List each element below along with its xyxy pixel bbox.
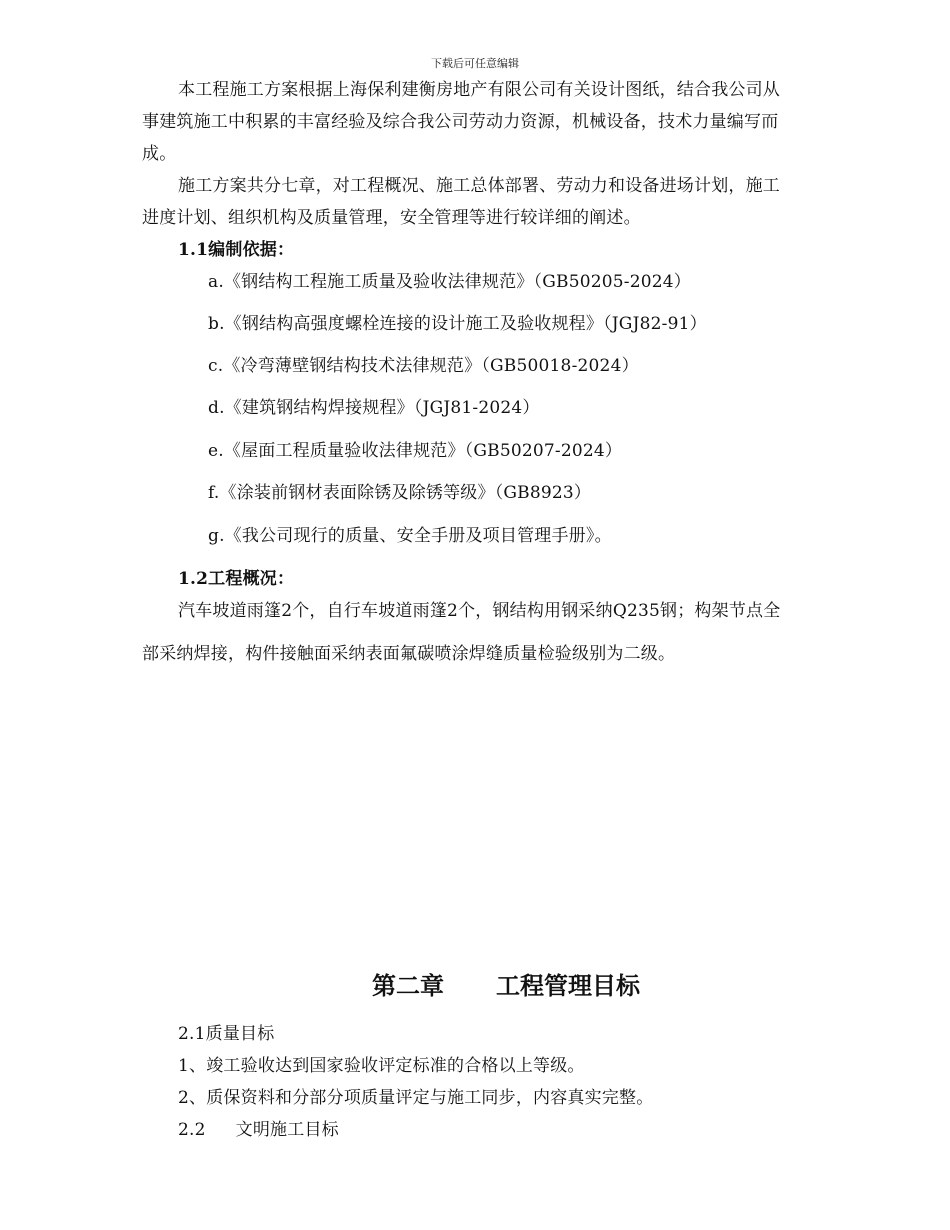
page-header: 下载后可任意编辑: [431, 57, 519, 70]
intro-p1-line2: 事建筑施工中积累的丰富经验及综合我公司劳动力资源，机械设备，技术力量编写而: [142, 112, 779, 132]
reference-item-b: b.《钢结构高强度螺栓连接的设计施工及验收规程》（JGJ82-91）: [208, 314, 707, 334]
reference-item-c: c.《冷弯薄壁钢结构技术法律规范》（GB50018-2024）: [208, 356, 639, 376]
chapter-2-name: 工程管理目标: [496, 972, 640, 1000]
overview-line2: 部采纳焊接，构件接触面采纳表面氟碳喷涂焊缝质量检验级别为二级。: [142, 644, 676, 664]
section-2-2-number: 2.2: [178, 1120, 206, 1140]
section-2-1-heading: 2.1质量目标: [178, 1024, 275, 1044]
intro-p2-line2: 进度计划、组织机构及质量管理，安全管理等进行较详细的阐述。: [142, 208, 641, 228]
overview-line1: 汽车坡道雨篷2个，自行车坡道雨篷2个，钢结构用钢采纳Q235钢；构架节点全: [178, 601, 781, 621]
intro-p2-line1: 施工方案共分七章，对工程概况、施工总体部署、劳动力和设备进场计划，施工: [178, 176, 780, 196]
intro-p1-line1: 本工程施工方案根据上海保利建衡房地产有限公司有关设计图纸，结合我公司从: [178, 80, 780, 100]
chapter-2-number: 第二章: [372, 972, 444, 1000]
quality-goal-1: 1、竣工验收达到国家验收评定标准的合格以上等级。: [178, 1056, 585, 1076]
section-2-2-heading: [178, 1120, 339, 1140]
section-1-1-heading: 1.1编制依据：: [178, 240, 295, 260]
chapter-2-title: [0, 966, 950, 1001]
section-1-2-heading: 1.2工程概况：: [178, 569, 295, 589]
reference-item-e: e.《屋面工程质量验收法律规范》（GB50207-2024）: [208, 441, 623, 461]
reference-item-a: a.《钢结构工程施工质量及验收法律规范》（GB50205-2024）: [208, 272, 691, 292]
intro-p1-line3: 成。: [142, 144, 177, 164]
quality-goal-2: 2、质保资料和分部分项质量评定与施工同步，内容真实完整。: [178, 1088, 654, 1108]
section-2-2-title: 文明施工目标: [235, 1120, 339, 1140]
reference-item-g: g.《我公司现行的质量、安全手册及项目管理手册》。: [208, 526, 612, 546]
reference-item-f: f.《涂装前钢材表面除锈及除锈等级》（GB8923）: [208, 483, 592, 503]
reference-item-d: d.《建筑钢结构焊接规程》（JGJ81-2024）: [208, 398, 540, 418]
